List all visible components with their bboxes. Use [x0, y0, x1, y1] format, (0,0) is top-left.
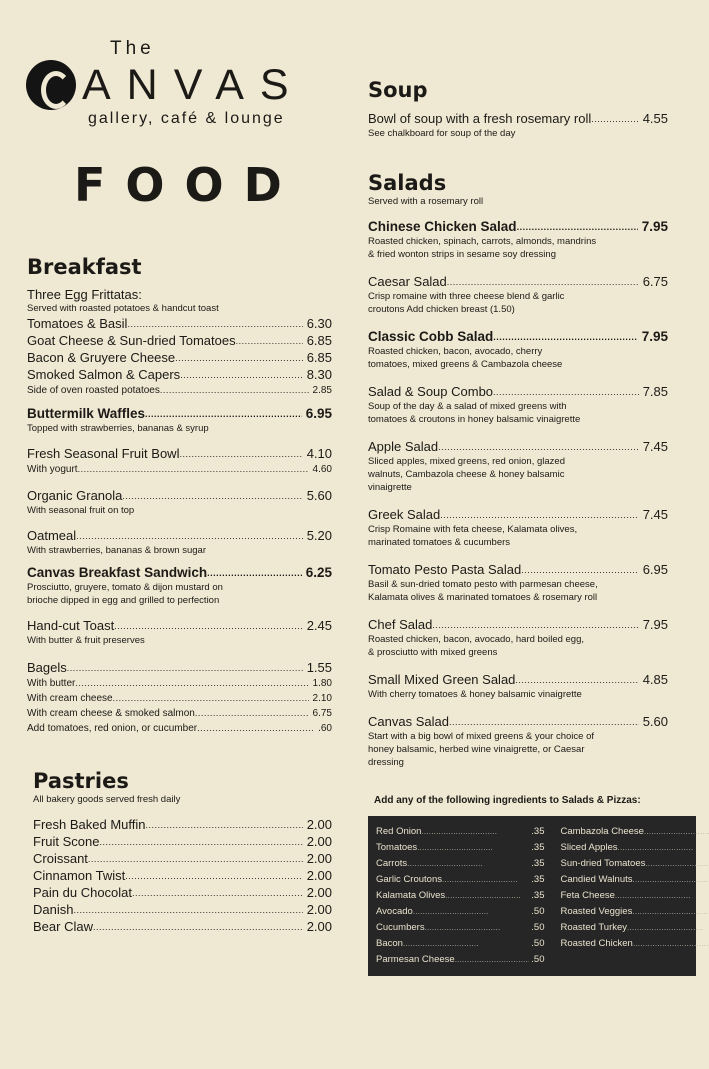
right-column	[368, 78, 668, 976]
item-price: 1.80	[312, 678, 332, 689]
menu-item	[27, 349, 332, 366]
item-name: Bacon & Gruyere Cheese	[27, 350, 176, 365]
item-price: 2.00	[306, 902, 332, 917]
addon-row	[376, 904, 545, 920]
item-desc: Sliced apples, mixed greens, red onion, glazed walnuts, Cambazola cheese & honey balsamic vinaigrette	[368, 456, 565, 493]
addon-row	[561, 872, 709, 888]
addon-row	[561, 840, 709, 856]
addon-name: Cambazola Cheese	[560, 826, 644, 837]
item-price: 7.45	[642, 507, 668, 522]
item-desc: Roasted chicken, spinach, carrots, almonds, mandrins & fried wonton strips in sesame soy dressing	[368, 236, 597, 260]
item-name: Fresh Baked Muffin	[33, 817, 146, 832]
menu-item	[27, 315, 332, 332]
item-price: 4.10	[306, 446, 332, 461]
menu-item	[368, 273, 668, 316]
addon-row	[376, 824, 545, 840]
item-desc: Roasted chicken, bacon, avocado, cherry tomatoes, mixed greens & Cambazola cheese	[368, 346, 563, 370]
addon-price: .35	[531, 890, 545, 901]
item-desc: With seasonal fruit on top	[27, 505, 135, 516]
logo-anvas: ANVAS	[82, 61, 305, 109]
addon-name: Sun-dried Tomatoes	[560, 858, 646, 869]
menu-item-side	[27, 383, 332, 398]
item-desc: Topped with strawberries, bananas & syrup	[27, 423, 209, 434]
item-desc: Roasted chicken, bacon, avocado, hard boiled egg, & prosciutto with mixed greens	[368, 634, 585, 658]
item-name: Organic Granola	[27, 488, 123, 503]
addon-row	[561, 904, 709, 920]
item-desc: See chalkboard for soup of the day	[368, 128, 516, 139]
item-price: 2.00	[306, 868, 332, 883]
item-name: Goat Cheese & Sun-dried Tomatoes	[27, 333, 236, 348]
addon-row	[561, 936, 709, 952]
item-name: Fresh Seasonal Fruit Bowl	[27, 446, 180, 461]
item-price: 6.25	[305, 565, 332, 580]
addon-price: .35	[531, 874, 545, 885]
addon-name: Tomatoes	[376, 842, 418, 853]
addon-row	[376, 888, 545, 904]
frittatas-label: Three Egg Frittatas:	[27, 287, 142, 302]
addon-name: Roasted Chicken	[560, 938, 633, 949]
addon-price: .35	[531, 826, 545, 837]
item-price: 5.20	[306, 528, 332, 543]
menu-item	[368, 713, 668, 769]
item-price: 2.10	[312, 693, 332, 704]
item-name: Greek Salad	[368, 507, 441, 522]
menu-item	[27, 617, 332, 647]
item-price: 6.95	[642, 562, 668, 577]
item-price: 2.00	[306, 919, 332, 934]
item-name: Tomatoes & Basil	[27, 316, 128, 331]
bagels	[27, 659, 332, 736]
item-name: Fruit Scone	[33, 834, 100, 849]
addons-title: Add any of the following ingredients to Salads & Pizzas:	[374, 795, 641, 806]
item-price: .60	[318, 723, 332, 734]
soup-heading: Soup	[368, 78, 428, 102]
item-name: Canvas Breakfast Sandwich	[27, 565, 208, 580]
item-name: With cream cheese & smoked salmon	[27, 708, 195, 719]
addon-price: .35	[531, 842, 545, 853]
addon-row	[376, 840, 545, 856]
frittatas-note: Served with roasted potatoes & handcut toast	[27, 303, 219, 314]
addons-box	[368, 816, 696, 976]
menu-item	[27, 527, 332, 557]
item-price: 2.00	[306, 834, 332, 849]
item-name: With butter	[27, 678, 76, 689]
addon-name: Red Onion	[376, 826, 422, 837]
addon-name: Cucumbers	[376, 922, 425, 933]
addon-row	[561, 856, 709, 872]
item-name: Danish	[33, 902, 74, 917]
menu-item	[368, 616, 668, 659]
menu-item	[33, 816, 332, 833]
item-desc: With strawberries, bananas & brown sugar	[27, 545, 206, 556]
item-desc: Prosciutto, gruyere, tomato & dijon mustard on brioche dipped in egg and grilled to perfection	[27, 582, 223, 606]
item-price: 4.85	[642, 672, 668, 687]
addon-price: .50	[531, 906, 545, 917]
addon-row	[376, 872, 545, 888]
pastries-note: All bakery goods served fresh daily	[33, 794, 181, 805]
item-price: 6.75	[312, 708, 332, 719]
item-desc: Soup of the day & a salad of mixed greens with tomatoes & croutons in honey balsamic vinaigrette	[368, 401, 581, 425]
item-desc: Basil & sun-dried tomato pesto with parmesan cheese, Kalamata olives & marinated tomatoes & rosemary roll	[368, 579, 598, 603]
item-name: Buttermilk Waffles	[27, 406, 146, 421]
item-name: Oatmeal	[27, 528, 77, 543]
menu-item	[368, 561, 668, 604]
menu-item	[27, 405, 332, 435]
addon-name: Parmesan Cheese	[376, 954, 455, 965]
menu-item	[33, 833, 332, 850]
item-price: 6.30	[306, 316, 332, 331]
addon-name: Roasted Veggies	[560, 906, 633, 917]
item-price: 4.55	[642, 111, 668, 126]
left-column	[27, 255, 332, 935]
menu-item	[27, 366, 332, 383]
item-name: Chinese Chicken Salad	[368, 219, 517, 234]
item-price: 2.00	[306, 817, 332, 832]
addon-row	[376, 952, 545, 968]
addon-name: Candied Walnuts	[560, 874, 633, 885]
page-title: FOOD	[74, 158, 302, 212]
pastries-list	[33, 816, 332, 935]
menu-item	[368, 671, 668, 701]
addon-price: .50	[531, 922, 545, 933]
item-name: Classic Cobb Salad	[368, 329, 494, 344]
item-name: Croissant	[33, 851, 88, 866]
item-price: 2.00	[306, 851, 332, 866]
logo-the: The	[110, 38, 155, 59]
addon-name: Bacon	[376, 938, 403, 949]
item-name: Hand-cut Toast	[27, 618, 115, 633]
item-price: 6.95	[305, 406, 332, 421]
menu-item	[33, 901, 332, 918]
addon-row	[376, 936, 545, 952]
item-price: 7.45	[642, 439, 668, 454]
item-price: 2.00	[306, 885, 332, 900]
menu-item	[33, 850, 332, 867]
menu-item	[27, 487, 332, 517]
pastries-heading: Pastries	[33, 769, 129, 793]
item-price: 4.60	[312, 464, 332, 475]
addon-name: Sliced Apples	[560, 842, 618, 853]
salads-note: Served with a rosemary roll	[368, 196, 484, 207]
menu-item	[27, 332, 332, 349]
item-name: Small Mixed Green Salad	[368, 672, 516, 687]
menu-item	[368, 506, 668, 549]
logo-c-mark	[26, 60, 76, 110]
item-desc: Crisp Romaine with feta cheese, Kalamata olives, marinated tomatoes & cucumbers	[368, 524, 578, 548]
addon-name: Kalamata Olives	[376, 890, 446, 901]
item-price: 6.85	[306, 333, 332, 348]
item-desc: With cherry tomatoes & honey balsamic vinaigrette	[368, 689, 582, 700]
addon-price: .50	[531, 938, 545, 949]
item-name: Apple Salad	[368, 439, 439, 454]
item-name: Bagels	[27, 660, 67, 675]
addons-right-column	[561, 824, 709, 968]
item-price: 2.85	[312, 385, 332, 396]
addon-price: .50	[531, 954, 545, 965]
menu-item	[27, 445, 332, 477]
item-desc: With butter & fruit preserves	[27, 635, 145, 646]
item-desc: Crisp romaine with three cheese blend & garlic croutons Add chicken breast (1.50)	[368, 291, 565, 315]
item-name: Add tomatoes, red onion, or cucumber	[27, 723, 198, 734]
item-price: 5.60	[642, 714, 668, 729]
addon-row	[376, 920, 545, 936]
item-price: 1.55	[306, 660, 332, 675]
menu-item	[368, 438, 668, 494]
menu-item	[368, 110, 668, 140]
item-price: 7.95	[641, 329, 668, 344]
item-name: With yogurt	[27, 464, 78, 475]
item-name: With cream cheese	[27, 693, 113, 704]
item-price: 7.85	[642, 384, 668, 399]
item-price: 6.85	[306, 350, 332, 365]
item-price: 5.60	[306, 488, 332, 503]
addons-left-column	[376, 824, 545, 968]
frittatas-list	[27, 315, 332, 398]
addon-name: Avocado	[376, 906, 413, 917]
item-name: Bowl of soup with a fresh rosemary roll	[368, 111, 592, 126]
item-name: Tomato Pesto Pasta Salad	[368, 562, 522, 577]
item-name: Chef Salad	[368, 617, 433, 632]
item-price: 2.45	[306, 618, 332, 633]
item-name: Caesar Salad	[368, 274, 447, 289]
menu-item	[33, 867, 332, 884]
menu-item	[33, 918, 332, 935]
addon-row	[376, 856, 545, 872]
item-name: Smoked Salmon & Capers	[27, 367, 181, 382]
item-name: Canvas Salad	[368, 714, 449, 729]
menu-item	[368, 218, 668, 261]
menu-item	[368, 383, 668, 426]
addon-name: Garlic Croutons	[376, 874, 442, 885]
salads-heading: Salads	[368, 171, 447, 195]
item-price: 7.95	[642, 617, 668, 632]
item-desc: Start with a big bowl of mixed greens & your choice of honey balsamic, herbed wine vinaigrette, or Caesar dressing	[368, 731, 595, 768]
logo-tagline: gallery, café & lounge	[88, 110, 285, 127]
item-name: Pain du Chocolat	[33, 885, 133, 900]
addon-row	[561, 888, 709, 904]
addon-name: Carrots	[376, 858, 408, 869]
item-name: Bear Claw	[33, 919, 93, 934]
addon-row	[561, 824, 709, 840]
breakfast-heading: Breakfast	[27, 255, 142, 279]
addon-name: Roasted Turkey	[560, 922, 628, 933]
menu-item	[27, 564, 332, 607]
item-price: 8.30	[306, 367, 332, 382]
menu-item	[368, 328, 668, 371]
canvas-logo	[26, 38, 336, 133]
addon-row	[561, 920, 709, 936]
item-name: Salad & Soup Combo	[368, 384, 494, 399]
item-name: Cinnamon Twist	[33, 868, 126, 883]
addon-price: .35	[531, 858, 545, 869]
item-price: 6.75	[642, 274, 668, 289]
menu-item	[33, 884, 332, 901]
item-price: 7.95	[641, 219, 668, 234]
item-name: Side of oven roasted potatoes	[27, 385, 160, 396]
addon-name: Feta Cheese	[560, 890, 615, 901]
